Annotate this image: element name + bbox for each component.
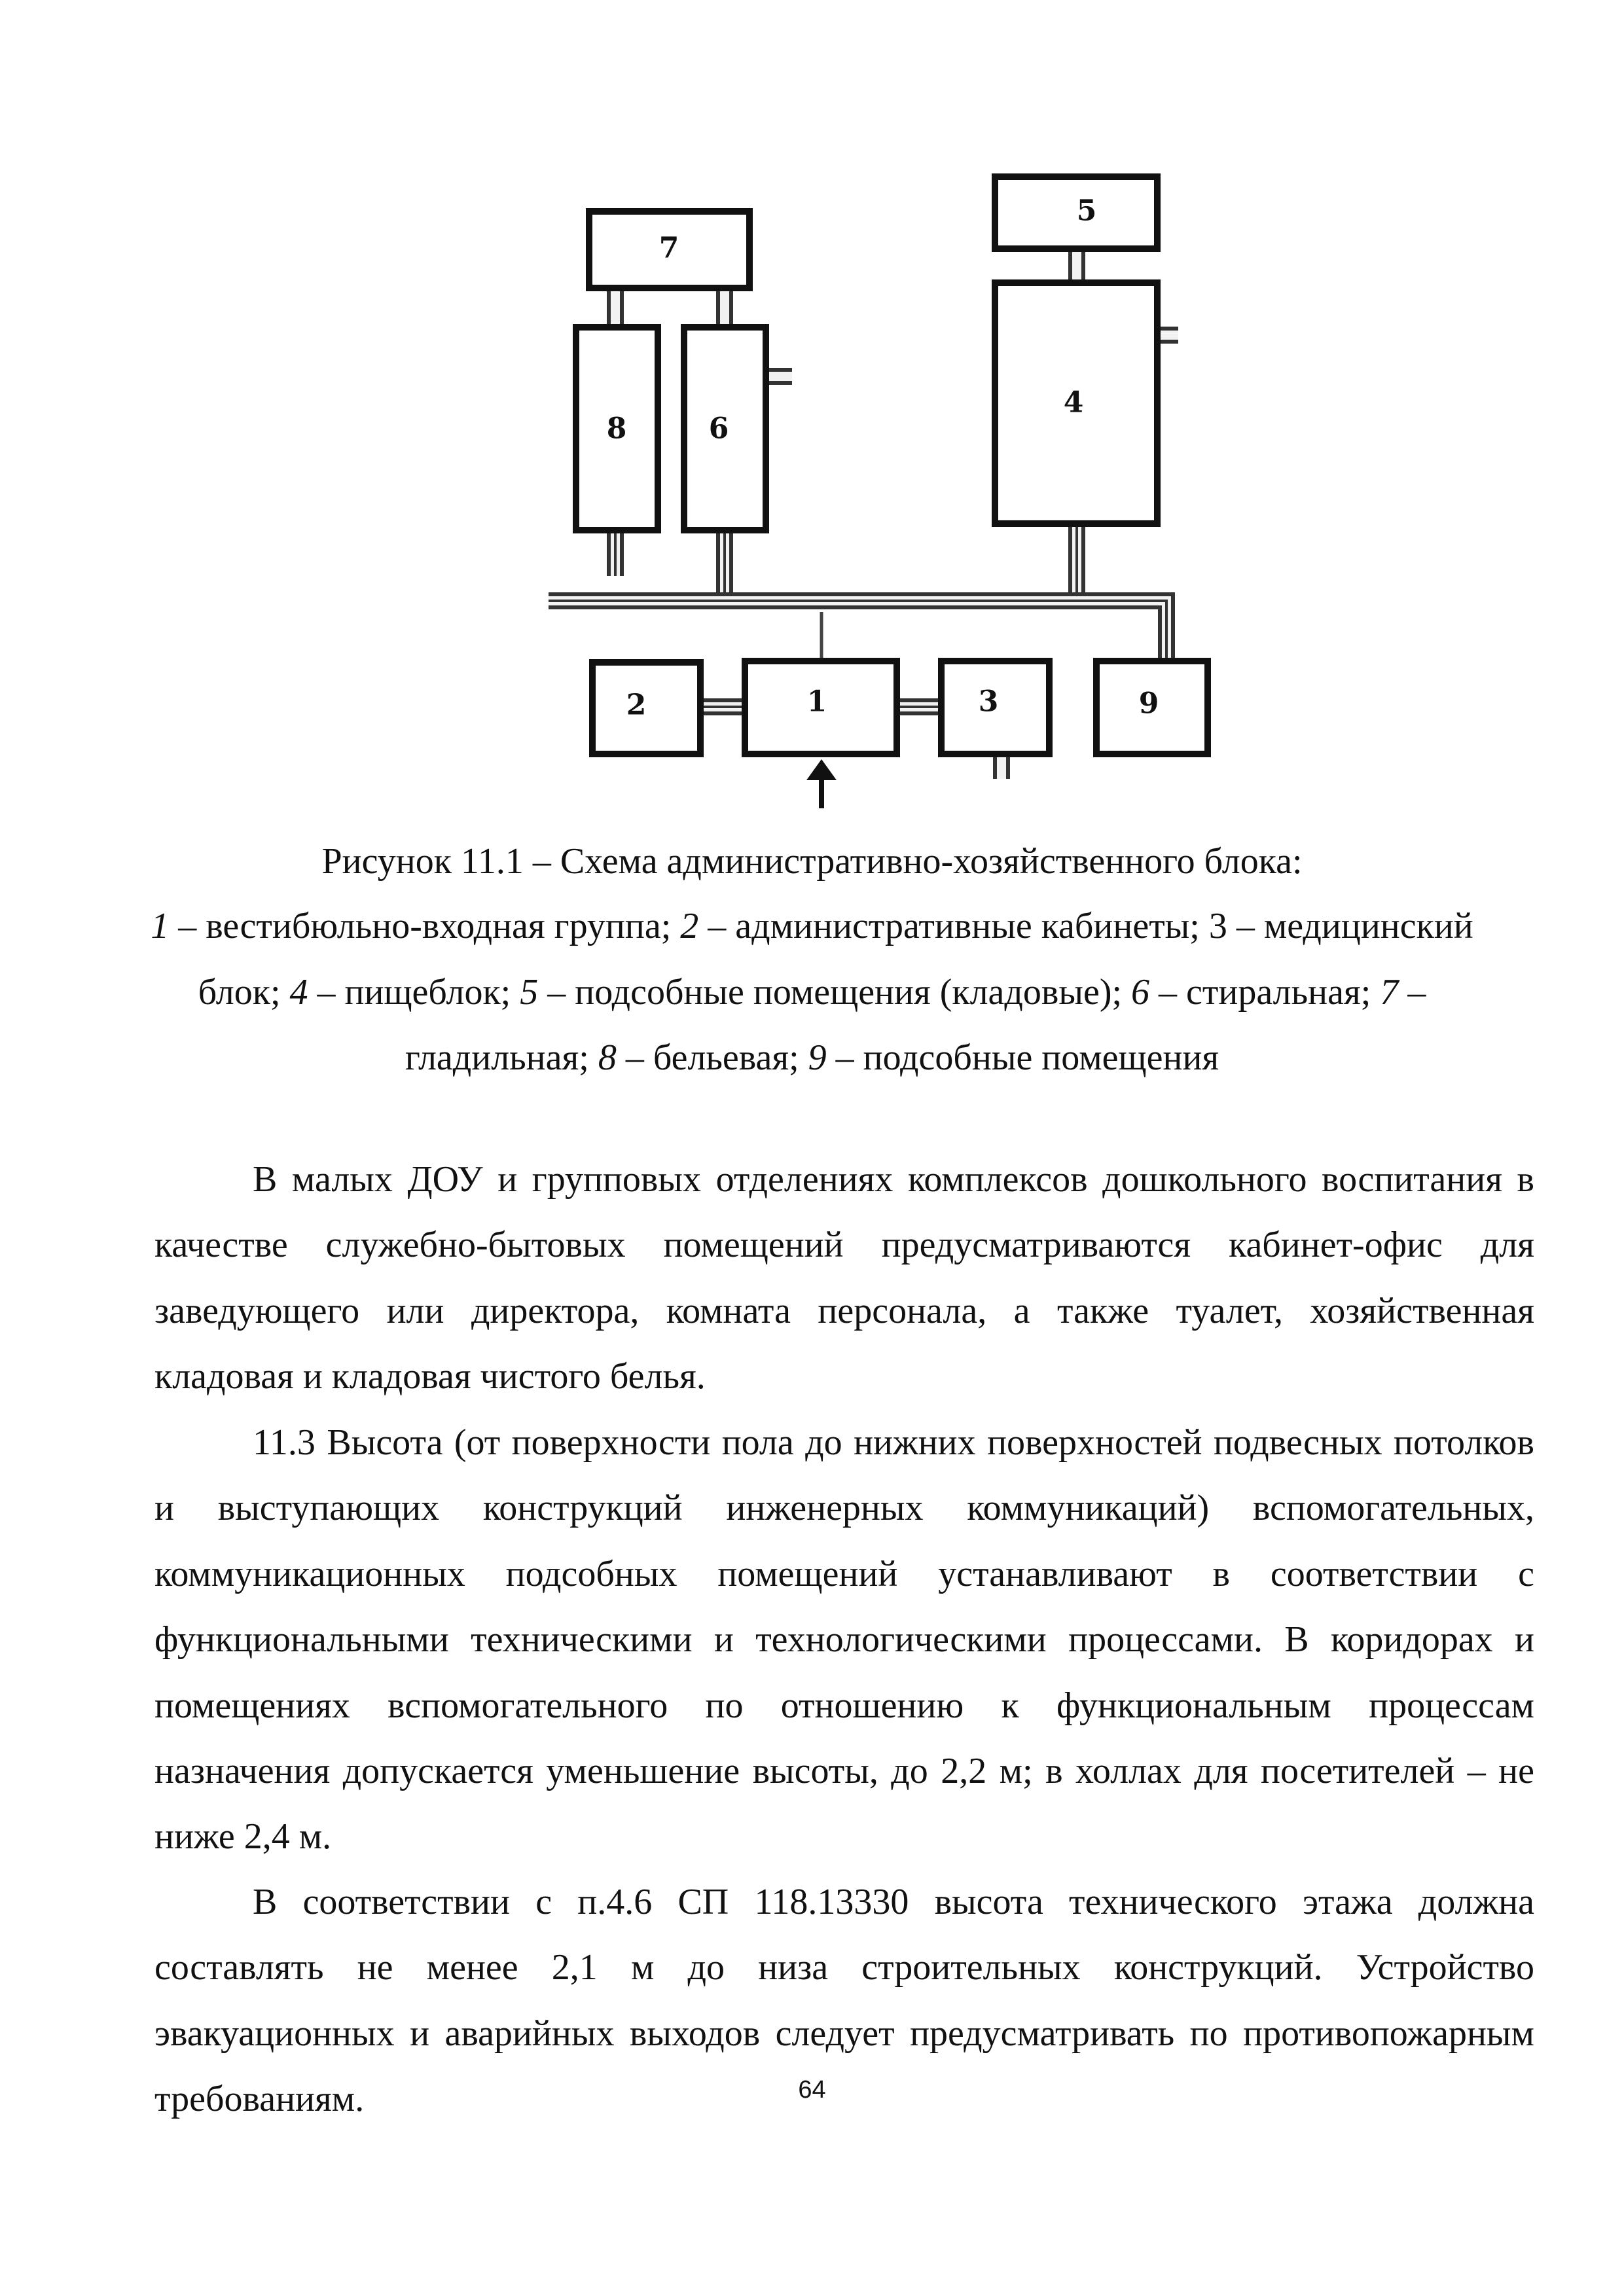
figure-caption-title: Рисунок 11.1 – Схема административно-хозяйственного блока:	[321, 841, 1303, 882]
legend-prefix-8: гладильная;	[405, 1037, 598, 1078]
room-1	[745, 661, 897, 754]
room-1-label: 1	[806, 685, 827, 719]
legend-num-4: 4	[289, 972, 308, 1013]
legend-text-2: – административные кабинеты; 3 – медицинский	[698, 906, 1473, 946]
legend-prefix-4: блок;	[198, 972, 290, 1013]
room-6-label: 6	[708, 412, 729, 446]
room-3	[941, 661, 1049, 754]
entrance-arrow	[806, 759, 837, 808]
room-7	[589, 211, 749, 288]
legend-num-6: 6	[1131, 972, 1150, 1013]
legend-num-7: 7	[1380, 972, 1399, 1013]
figure-caption-line-2	[0, 971, 1624, 1013]
room-2-label: 2	[626, 688, 647, 722]
legend-text-8: – бельевая;	[616, 1037, 808, 1078]
legend-text-6: – стиральная;	[1149, 972, 1380, 1013]
room-2	[592, 662, 700, 754]
legend-text-7: –	[1398, 972, 1426, 1013]
legend-num-2: 2	[680, 906, 699, 946]
room-9	[1096, 661, 1208, 754]
body-paragraph-1: В малых ДОУ и групповых отделениях комплексов дошкольного воспитания в качестве служебно-бытовых помещений предусматриваются кабинет-офис для заведующего или директора, комната персонала, а также туалет, хозяйственная кладовая и кладовая чистого белья.	[154, 1159, 1534, 1397]
body-paragraph-2: 11.3 Высота (от поверхности пола до нижних поверхностей подвесных потолков и выступающих конструкций инженерных коммуникаций) вспомогательных, коммуникационных подсобных помещений устанавливают в соответствии с функциональными техническими и технологическими процессами. В коридорах и помещениях вспомогательного по отношению к функциональным процессам назначения допускается уменьшение высоты, до 2,2 м; в холлах для посетителей – не ниже 2,4 м.	[154, 1422, 1534, 1857]
legend-text-9: – подсобные помещения	[826, 1037, 1219, 1078]
room-4	[995, 283, 1157, 524]
legend-num-5: 5	[520, 972, 539, 1013]
room-9-label: 9	[1138, 687, 1159, 721]
room-7-label: 7	[659, 231, 679, 265]
page-number: 64	[798, 2076, 826, 2104]
admin-block-diagram	[0, 0, 1624, 825]
legend-num-1: 1	[151, 906, 170, 946]
legend-num-9: 9	[808, 1037, 827, 1078]
figure-caption-line-3	[0, 1037, 1624, 1079]
room-3-label: 3	[978, 685, 999, 719]
legend-text-1: – вестибюльно-входная группа;	[169, 906, 681, 946]
room-5-label: 5	[1076, 194, 1097, 228]
room-5	[995, 177, 1157, 249]
body-paragraph-3: В соответствии с п.4.6 СП 118.13330 высота технического этажа должна составлять не менее 2,1 м до низа строительных конструкций. Устройство эвакуационных и аварийных выходов следует предусматривать по противопожарным требованиям.	[154, 1882, 1534, 2120]
legend-text-4: – пищеблок;	[308, 972, 520, 1013]
room-8-label: 8	[606, 412, 627, 446]
legend-num-8: 8	[598, 1037, 617, 1078]
room-4-label: 4	[1063, 386, 1084, 420]
figure-caption-line-1	[0, 905, 1624, 947]
room-8	[576, 327, 658, 530]
room-6	[684, 327, 766, 530]
main-corridor	[549, 601, 1166, 661]
legend-text-5: – подсобные помещения (кладовые);	[538, 972, 1132, 1013]
